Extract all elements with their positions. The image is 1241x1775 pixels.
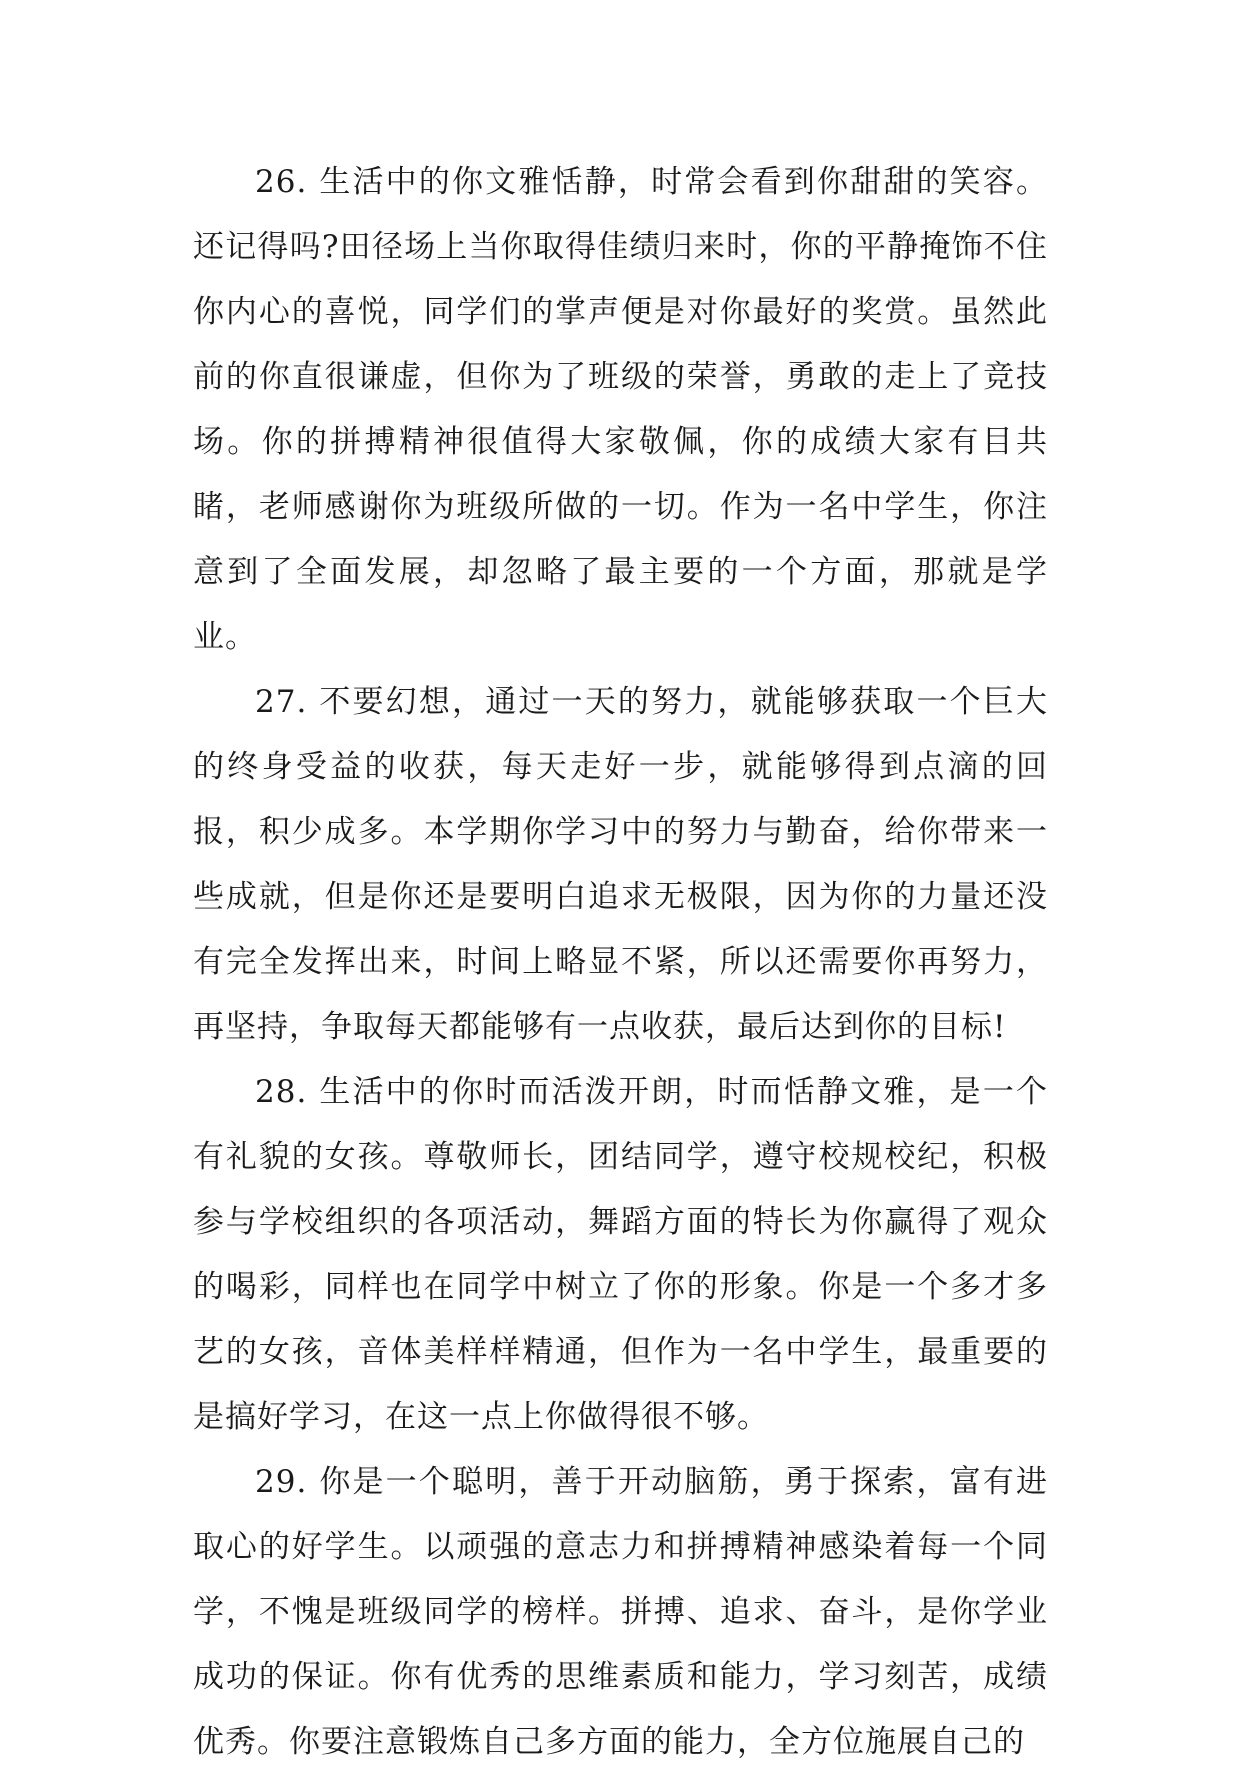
paragraph-27: 27. 不要幻想，通过一天的努力，就能够获取一个巨大的终身受益的收获，每天走好一步，就能够得到点滴的回报，积少成多。本学期你学习中的努力与勤奋，给你带来一些成就，但是你还是要明白追求无极限，因为你的力量还没有完全发挥出来，时间上略显不紧，所以还需要你再努力，再坚持，争取每天都能够有一点收获，最后达到你的目标! [193, 684, 1048, 1045]
paragraph-26: 26. 生活中的你文雅恬静，时常会看到你甜甜的笑容。还记得吗?田径场上当你取得佳绩归来时，你的平静掩饰不住你内心的喜悦，同学们的掌声便是对你最好的奖赏。虽然此前的你直很谦虚，但你为了班级的荣誉，勇敢的走上了竞技场。你的拼搏精神很值得大家敬佩，你的成绩大家有目共睹，老师感谢你为班级所做的一切。作为一名中学生，你注意到了全面发展，却忽略了最主要的一个方面，那就是学业。 [193, 164, 1048, 655]
document-page [193, 150, 1048, 1775]
paragraph-29: 29. 你是一个聪明，善于开动脑筋，勇于探索，富有进取心的好学生。以顽强的意志力和拼搏精神感染着每一个同学，不愧是班级同学的榜样。拼搏、追求、奋斗，是你学业成功的保证。你有优秀的思维素质和能力，学习刻苦，成绩优秀。你要注意锻炼自己多方面的能力，全方位施展自己的 [193, 1464, 1048, 1760]
paragraph-28: 28. 生活中的你时而活泼开朗，时而恬静文雅，是一个有礼貌的女孩。尊敬师长，团结同学，遵守校规校纪，积极参与学校组织的各项活动，舞蹈方面的特长为你赢得了观众的喝彩，同样也在同学中树立了你的形象。你是一个多才多艺的女孩，音体美样样精通，但作为一名中学生，最重要的是搞好学习，在这一点上你做得很不够。 [193, 1074, 1048, 1435]
